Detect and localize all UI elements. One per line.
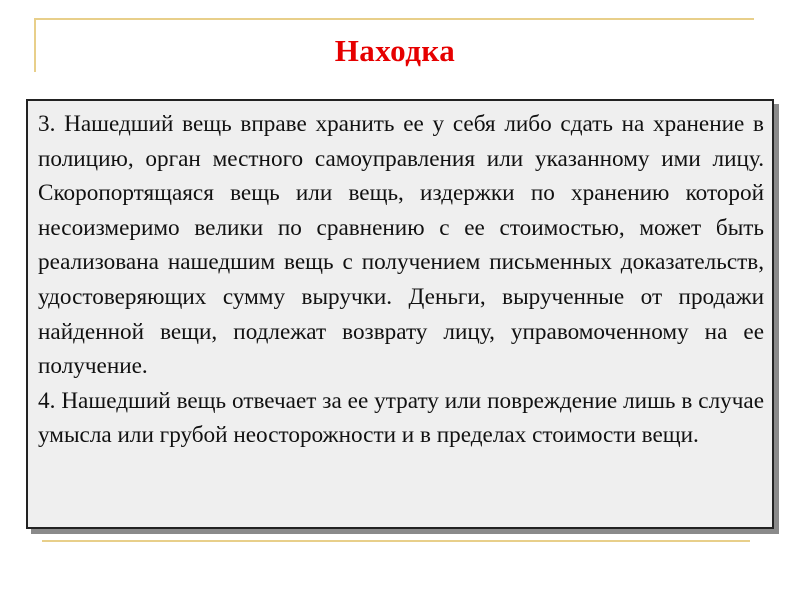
bottom-decor-line — [42, 540, 750, 542]
top-decor-line — [34, 18, 754, 20]
paragraph-3: 3. Нашедший вещь вправе хранить ее у себя либо сдать на хранение в полицию, орган местного самоуправления или указанному ими лицу. Скоропортящаяся вещь или вещь, издержки по хранению которой несоизмеримо велики по сравнению с ее стоимостью, может быть реализована нашедшим вещь с получением письменных доказательств, удостоверяющих сумму выручки. Деньги, вырученные от продажи найденной вещи, подлежат возврату лицу, управомоченному на ее получение. — [38, 111, 764, 380]
paragraph-4: 4. Нашедший вещь отвечает за ее утрату или повреждение лишь в случае умысла или грубой неосторожности и в пределах стоимости вещи. — [38, 387, 764, 449]
slide-title: Находка — [334, 33, 456, 68]
content-box — [26, 99, 774, 529]
